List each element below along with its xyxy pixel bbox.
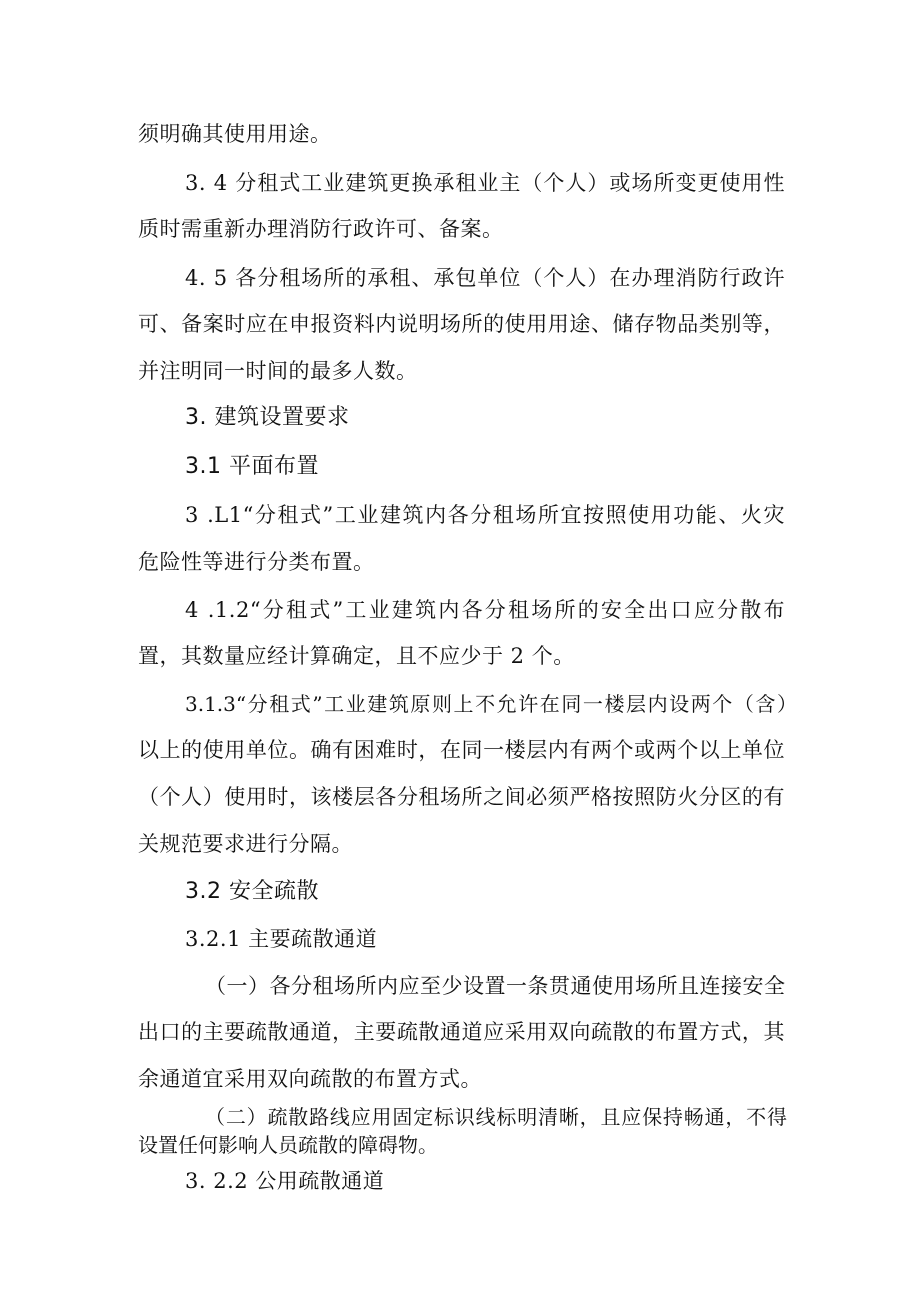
text-line: 4 .1.2“分租式”工业建筑内各分租场所的安全出口应分散布 [185, 598, 785, 622]
text-line: 质时需重新办理消防行政许可、备案。 [138, 217, 504, 241]
section-heading: 3. 建筑设置要求 [185, 405, 350, 430]
text-line: 3 .L1“分租式”工业建筑内各分租场所宜按照使用功能、火灾 [185, 503, 785, 527]
subsection-heading: 3.2 安全疏散 [185, 879, 319, 904]
subsection-heading: 3.1 平面布置 [185, 454, 319, 479]
text-line: （个人）使用时，该楼层各分租场所之间必须严格按照防火分区的有 [138, 785, 785, 809]
text-line: 以上的使用单位。确有困难时，在同一楼层内有两个或两个以上单位 [138, 738, 785, 762]
text-line: 须明确其使用用途。 [138, 122, 332, 146]
text-line: 3.1.3“分租式”工业建筑原则上不允许在同一楼层内设两个（含） [185, 692, 797, 716]
sub-subsection-heading: 3.2.1 主要疏散通道 [185, 927, 378, 951]
text-line: 危险性等进行分类布置。 [138, 550, 375, 574]
text-line: 出口的主要疏散通道，主要疏散通道应采用双向疏散的布置方式，其 [138, 1020, 785, 1044]
text-line: 可、备案时应在申报资料内说明场所的使用用途、储存物品类别等， [138, 312, 785, 336]
sub-subsection-heading: 3. 2.2 公用疏散通道 [185, 1169, 385, 1193]
text-line: 置，其数量应经计算确定，且不应少于 2 个。 [138, 644, 575, 668]
text-line: 设置任何影响人员疏散的障碍物。 [138, 1133, 438, 1157]
text-line: 余通道宜采用双向疏散的布置方式。 [138, 1067, 482, 1091]
text-line: 并注明同一时间的最多人数。 [138, 359, 418, 383]
text-line: 3. 4 分租式工业建筑更换承租业主（个人）或场所变更使用性 [185, 171, 785, 195]
text-line: 关规范要求进行分隔。 [138, 832, 353, 856]
text-line: （一）各分租场所内应至少设置一条贯通使用场所且连接安全 [205, 974, 786, 998]
text-line: 4. 5 各分租场所的承租、承包单位（个人）在办理消防行政许 [185, 266, 785, 290]
text-line: （二）疏散路线应用固定标识线标明清晰，且应保持畅通，不得 [205, 1105, 787, 1129]
